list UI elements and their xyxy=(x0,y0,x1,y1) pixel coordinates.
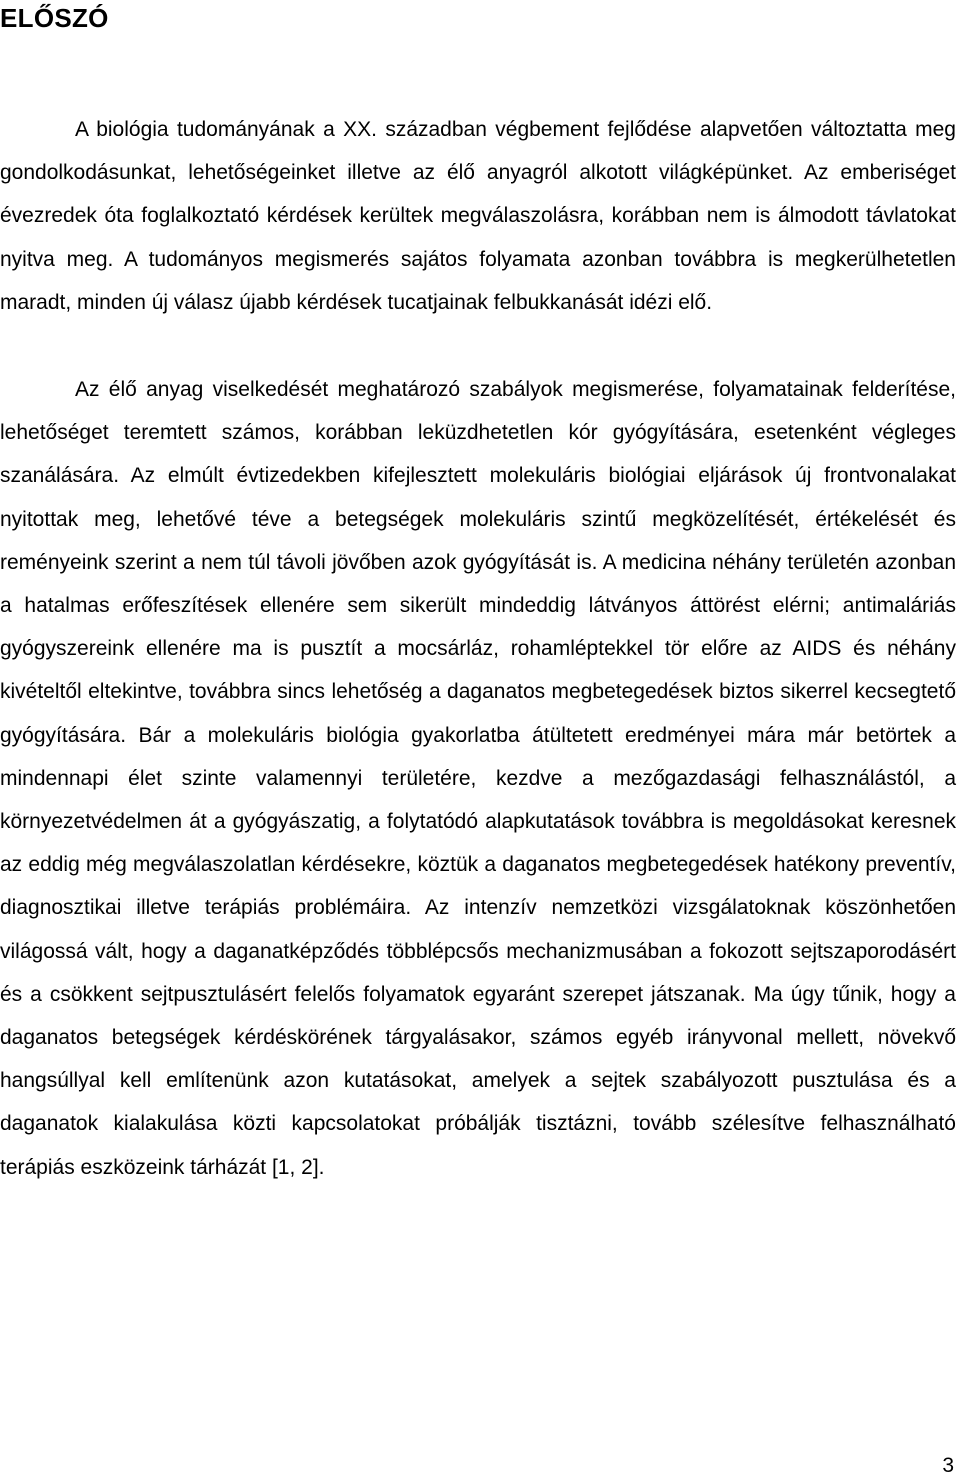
page-number: 3 xyxy=(942,1454,954,1477)
paragraph-1: A biológia tudományának a XX. században végbement fejlődése alapvetően változtatta meg gondolkodásunkat, lehetőségeinket illetve az élő anyagról alkotott világképünket. Az emberiséget évezredek óta foglalkoztató kérdések kerültek megválaszolásra, korábban nem is álmodott távlatokat nyitva meg. A tudományos megismerés sajátos folyamata azonban továbbra is megkerülhetetlen maradt, minden új válasz újabb kérdések tucatjainak felbukkanását idézi elő. xyxy=(0,118,956,314)
foreword-body xyxy=(0,108,956,1189)
page-title: ELŐSZÓ xyxy=(0,3,109,33)
paragraph-2: Az élő anyag viselkedését meghatározó szabályok megismerése, folyamatainak felderítése, lehetőséget teremtett számos, korábban leküzdhetetlen kór gyógyítására, esetenként végleges szanálására. Az elmúlt évtizedekben kifejlesztett molekuláris biológiai eljárások új frontvonalakat nyitottak meg, lehetővé téve a betegségek molekuláris szintű megközelítését, értékelését és reményeink szerint a nem túl távoli jövőben azok gyógyítását is. A medicina néhány területén azonban a hatalmas erőfeszítések ellenére sem sikerült mindeddig látványos áttörést elérni; antimaláriás gyógyszereink ellenére ma is pusztít a mocsárláz, rohamléptekkel tör előre az AIDS és néhány kivételtől eltekintve, továbbra sincs lehetőség a daganatos megbetegedések biztos sikerrel kecsegtető gyógyítására. Bár a molekuláris biológia gyakorlatba átültetett eredményei mára már betörtek a mindennapi élet szinte valamennyi területére, kezdve a mezőgazdasági felhasználástól, a környezetvédelmen át a gyógyászatig, a folytatódó alapkutatások továbbra is megoldásokat keresnek az eddig még megválaszolatlan kérdésekre, köztük a daganatos megbetegedések hatékony preventív, diagnosztikai illetve terápiás problémáira. Az intenzív nemzetközi vizsgálatoknak köszönhetően világossá vált, hogy a daganatképződés többlépcsős mechanizmusában a fokozott sejtszaporodásért és a csökkent sejtpusztulásért felelős folyamatok egyaránt szerepet játszanak. Ma úgy tűnik, hogy a daganatos betegségek kérdéskörének tárgyalásakor, számos egyéb irányvonal mellett, növekvő hangsúllyal kell említenünk azon kutatásokat, amelyek a sejtek szabályozott pusztulása és a daganatok kialakulása közti kapcsolatokat próbálják tisztázni, tovább szélesítve felhasználható terápiás eszközeink tárházát [1, 2]. xyxy=(0,378,956,1179)
